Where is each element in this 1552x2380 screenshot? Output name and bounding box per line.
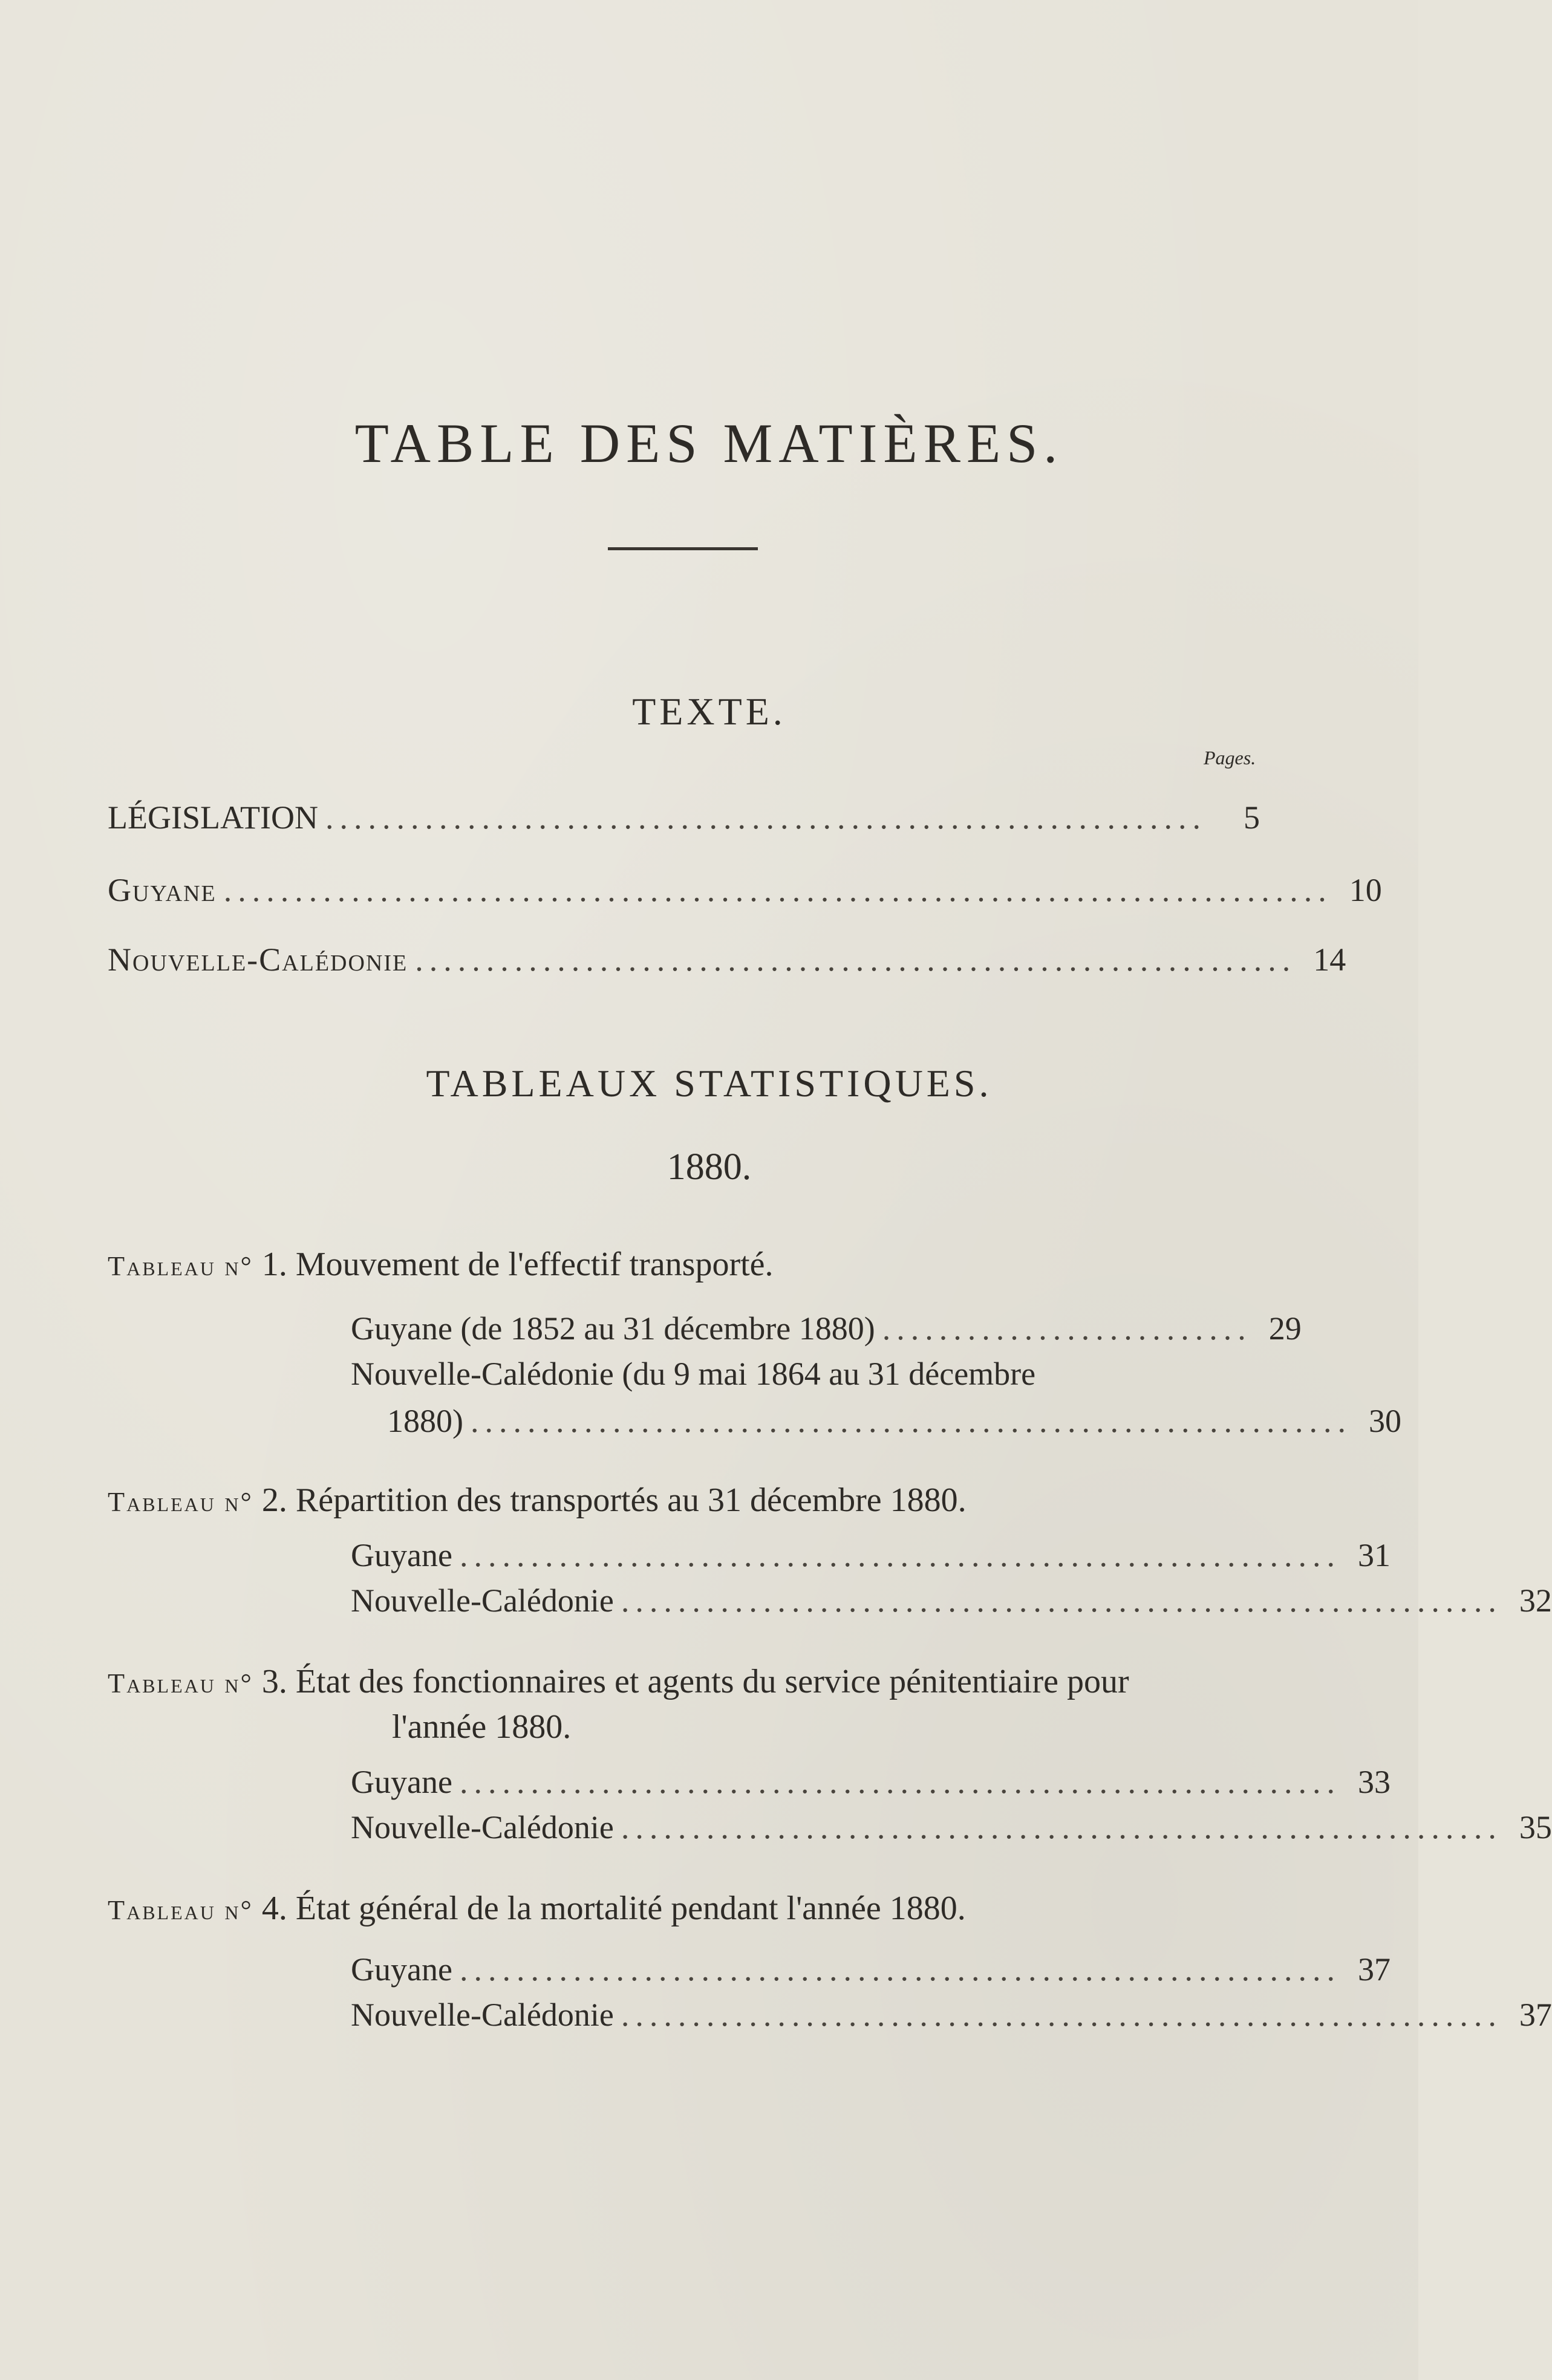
toc-entry-label: LÉGISLATION: [108, 799, 318, 836]
toc-entry-label: Nouvelle-Calédonie (du 9 mai 1864 au 31 décembre: [351, 1356, 1036, 1392]
tableau-title: Mouvement de l'effectif transporté.: [295, 1246, 774, 1283]
dot-leader: ..............................................................: [470, 1403, 1352, 1439]
page-number: 37: [1357, 1951, 1391, 1988]
tableau-heading: [108, 1478, 1257, 1524]
page-number: 30: [1368, 1403, 1401, 1439]
tableau-heading: [108, 1660, 1257, 1705]
tableau-prefix: Tableau n°: [108, 1486, 253, 1517]
dot-leader: ..............................................................: [325, 799, 1207, 836]
toc-entry-tableau4-guyane[interactable]: [351, 1950, 1391, 1989]
toc-entry-label: Nouvelle-Calédonie: [108, 941, 408, 978]
toc-entry-tableau1-nc[interactable]: [387, 1402, 1401, 1440]
toc-entry-label: Guyane: [351, 1764, 452, 1800]
page-number: 37: [1519, 1997, 1552, 2033]
toc-entry-tableau2-nc[interactable]: [351, 1581, 1552, 1620]
tableau-title: Répartition des transportés au 31 décembre 1880.: [295, 1481, 967, 1519]
dot-leader: ..............................................................: [621, 1582, 1502, 1619]
toc-entry-label: Nouvelle-Calédonie: [351, 1997, 614, 2033]
texte-heading: TEXTE.: [632, 690, 786, 733]
toc-entry-tableau1-guyane[interactable]: [351, 1309, 1302, 1348]
dot-leader: ..............................................................: [459, 1537, 1341, 1573]
tableaux-heading: TABLEAUX STATISTIQUES.: [426, 1062, 993, 1105]
pages-column-label: Pages.: [1204, 747, 1256, 769]
toc-entry-label: Nouvelle-Calédonie: [351, 1582, 614, 1619]
toc-entry-tableau3-nc[interactable]: [351, 1808, 1552, 1847]
dot-leader: ..............................................................: [459, 1951, 1341, 1988]
page-number: 33: [1357, 1764, 1391, 1800]
page-number: 31: [1357, 1537, 1391, 1573]
toc-entry-label: Guyane: [351, 1951, 452, 1988]
toc-entry-nouvelle-caledonie[interactable]: [108, 940, 1346, 979]
tableau-number: 2.: [261, 1481, 287, 1519]
page-number: 5: [1244, 799, 1260, 836]
dot-leader: ..............................................................: [621, 1997, 1502, 2033]
toc-entry-label: Nouvelle-Calédonie: [351, 1809, 614, 1845]
page-number: 14: [1313, 941, 1346, 978]
tableau-number: 3.: [261, 1663, 287, 1700]
tableau-prefix: Tableau n°: [108, 1894, 253, 1925]
tableau-heading: [108, 1243, 1257, 1288]
tableau-number: 1.: [261, 1246, 287, 1283]
toc-entry-label: 1880): [387, 1403, 463, 1439]
tableau-title: État des fonctionnaires et agents du service pénitentiaire pour: [295, 1663, 1129, 1700]
page-number: 29: [1268, 1310, 1302, 1347]
page-title: TABLE DES MATIÈRES.: [354, 412, 1064, 474]
dot-leader: ..........................: [882, 1310, 1252, 1347]
page-number: 32: [1519, 1582, 1552, 1619]
dot-leader: ..............................................................: [621, 1809, 1502, 1845]
page-number: 35: [1519, 1809, 1552, 1845]
tableau-title-continuation: l'année 1880.: [392, 1708, 572, 1746]
toc-entry-label: Guyane (de 1852 au 31 décembre 1880): [351, 1310, 875, 1347]
tableau-prefix: Tableau n°: [108, 1250, 253, 1281]
tableau-title: État général de la mortalité pendant l'année 1880.: [295, 1890, 966, 1927]
toc-entry-tableau4-nc[interactable]: [351, 1995, 1552, 2034]
toc-entry-tableau1-nc-line1: [351, 1354, 1260, 1393]
tableau-prefix: Tableau n°: [108, 1668, 253, 1699]
toc-entry-guyane[interactable]: [108, 871, 1382, 909]
toc-entry-tableau2-guyane[interactable]: [351, 1536, 1391, 1575]
toc-entry-label: Guyane: [351, 1537, 452, 1573]
tableau-heading: [108, 1887, 1257, 1932]
dot-leader: ..............................................................................: [223, 872, 1332, 908]
dot-leader: ..............................................................: [459, 1764, 1341, 1800]
toc-entry-tableau3-guyane[interactable]: [351, 1763, 1391, 1801]
dot-leader: ..............................................................: [415, 941, 1297, 978]
toc-entry-label: Guyane: [108, 872, 217, 908]
page-number: 10: [1349, 872, 1382, 908]
year-heading: 1880.: [667, 1146, 752, 1188]
toc-entry-legislation[interactable]: [108, 798, 1260, 837]
tableau-number: 4.: [261, 1890, 287, 1927]
title-divider: [608, 547, 758, 550]
